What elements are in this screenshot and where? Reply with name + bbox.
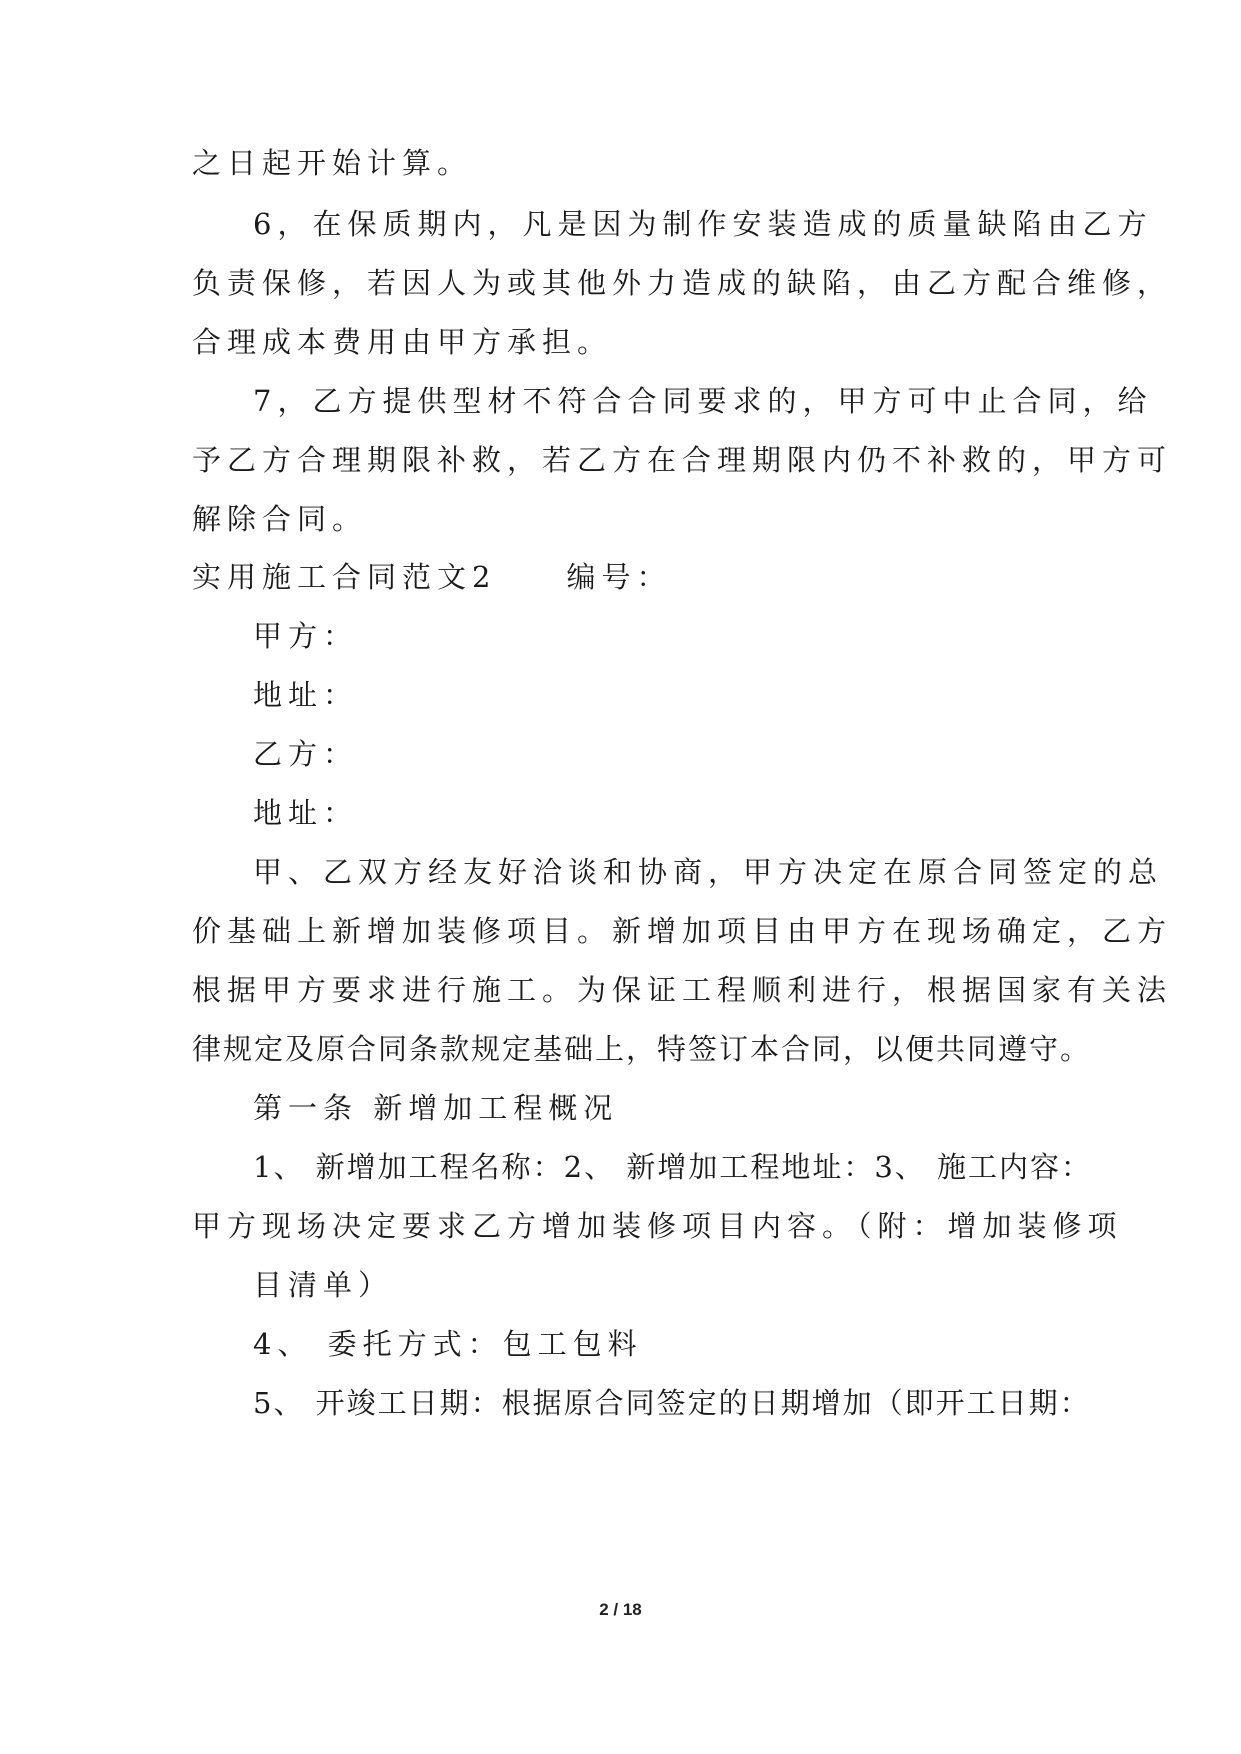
text-line: 根据甲方要求进行施工。为保证工程顺利进行，根据国家有关法: [192, 973, 1173, 1007]
text-line: 予乙方合理期限补救，若乙方在合理期限内仍不补救的，甲方可: [192, 443, 1173, 477]
text-line: 地址：: [253, 678, 359, 712]
text-line: 负责保修，若因人为或其他外力造成的缺陷，由乙方配合维修，: [192, 266, 1173, 300]
text-line: 价基础上新增加装修项目。新增加项目由甲方在现场确定，乙方: [192, 914, 1173, 948]
text-line: 地址：: [253, 796, 359, 830]
text-line: 甲方：: [253, 619, 359, 653]
page-number: 2 / 18: [599, 1600, 642, 1619]
text-line: 6，在保质期内，凡是因为制作安装造成的质量缺陷由乙方: [253, 207, 1153, 241]
text-line: 乙方：: [253, 737, 359, 771]
text-line: 合理成本费用由甲方承担。: [192, 325, 613, 359]
text-line: 1、 新增加工程名称：2、 新增加工程地址：3、 施工内容：: [253, 1150, 1093, 1184]
text-line: 甲方现场决定要求乙方增加装修项目内容。（附：增加装修项: [192, 1209, 1123, 1243]
text-line: 解除合同。: [192, 502, 368, 536]
text-line: 目清单）: [253, 1268, 394, 1302]
text-line: 第一条 新增加工程概况: [253, 1091, 619, 1125]
text-line: 5、 开竣工日期：根据原合同签定的日期增加（即开工日期：: [253, 1386, 1091, 1420]
text-line: 4、 委托方式：包工包料: [253, 1327, 643, 1361]
text-line: 之日起开始计算。: [192, 146, 473, 180]
text-line: 律规定及原合同条款规定基础上，特签订本合同，以便共同遵守。: [192, 1032, 1092, 1066]
text-line: 甲、乙双方经友好洽谈和协商，甲方决定在原合同签定的总: [253, 855, 1164, 889]
text-line: 7，乙方提供型材不符合合同要求的，甲方可中止合同，给: [253, 384, 1153, 418]
section-heading: 实用施工合同范文2 编号：: [192, 560, 672, 594]
